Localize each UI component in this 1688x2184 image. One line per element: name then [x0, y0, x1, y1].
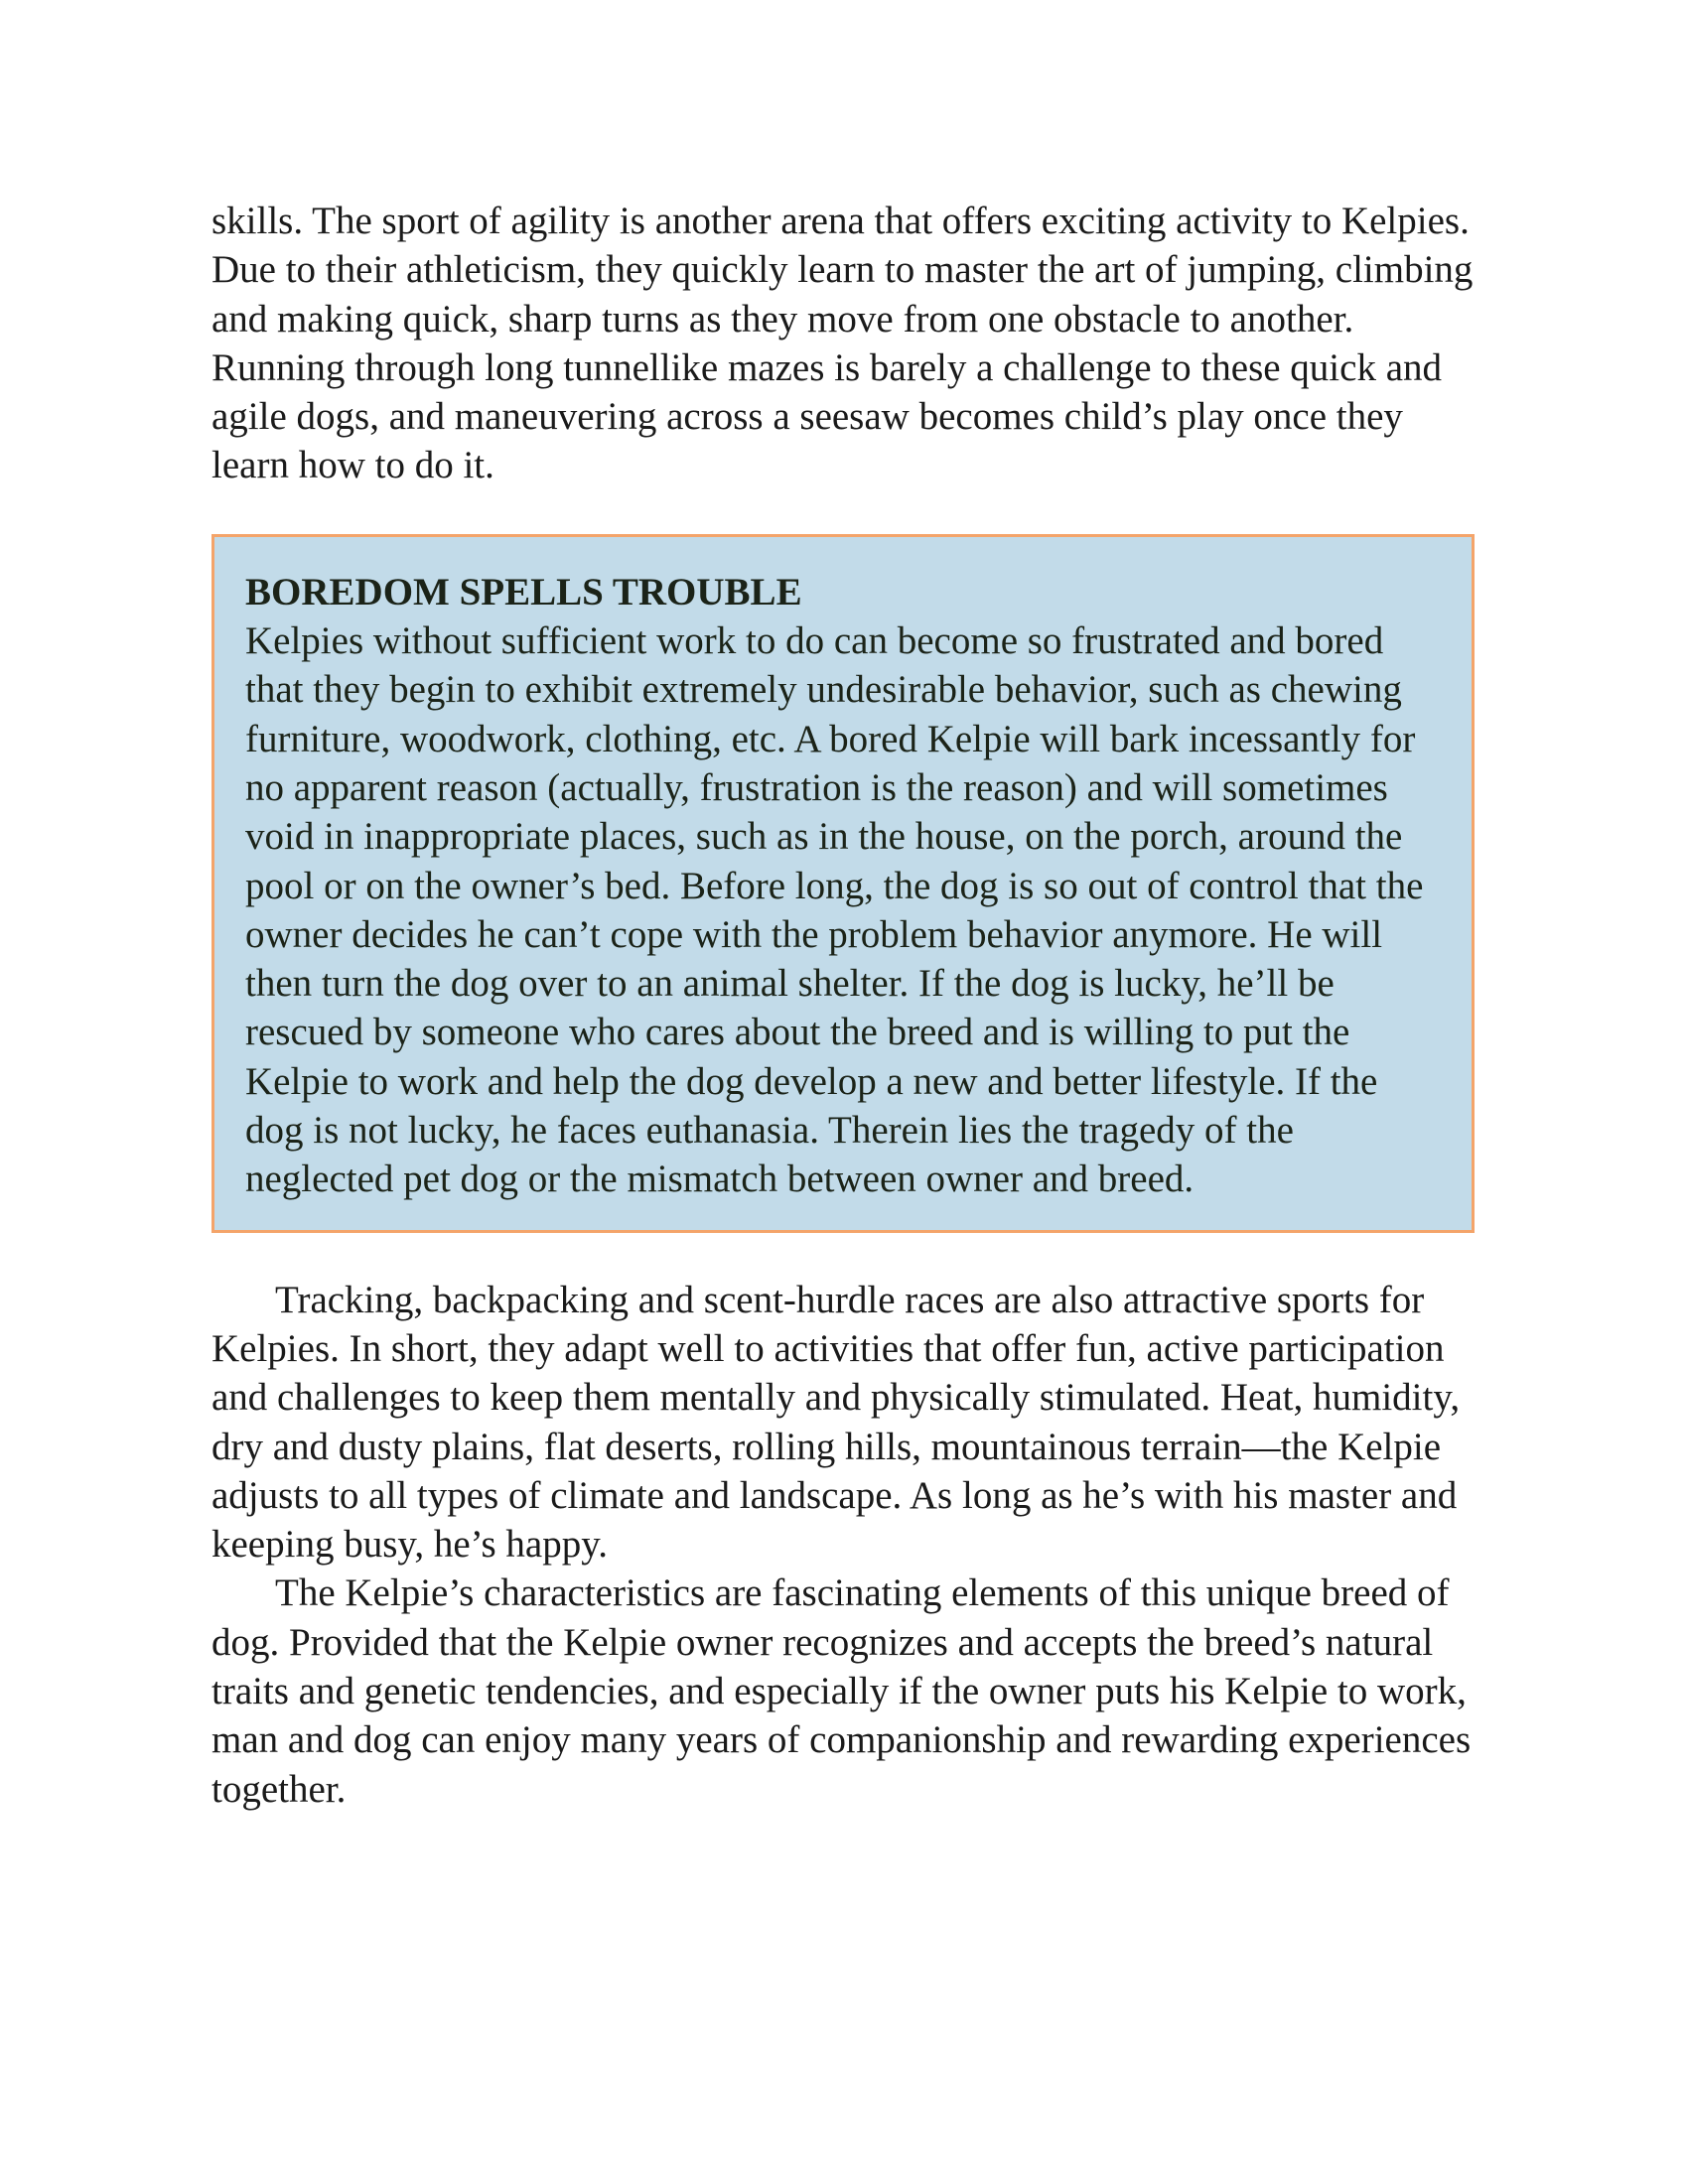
sidebar-box [211, 534, 1475, 1233]
intro-paragraph: skills. The sport of agility is another arena that offers exciting activity to Kelpies. Due to their athleticism, they quickly learn to master the art of jumping, climbing and making quick, sharp turns as they move from one obstacle to another. Running through long tunnellike mazes is barely a challenge to these quick and agile dogs, and maneuvering across a seesaw becomes child’s play once they learn how to do it. [211, 200, 1474, 487]
sidebar-body: Kelpies without sufficient work to do can become so frustrated and bored that they begin to exhibit extremely undesirable behavior, such as chewing furniture, woodwork, clothing, etc. A bored Kelpie will bark incessantly for no apparent reason (actually, frustration is the reason) and will sometimes void in inappropriate places, such as in the house, on the porch, around the pool or on the owner’s bed. Before long, the dog is so out of control that the owner decides he can’t cope with the problem behavior anymore. He will then turn the dog over to an animal shelter. If the dog is lucky, he’ll be rescued by someone who cares about the breed and is willing to put the Kelpie to work and help the dog develop a new and better lifestyle. If the dog is not lucky, he faces euthanasia. Therein lies the tragedy of the neglected pet dog or the mismatch between owner and breed. [245, 619, 1424, 1201]
sidebar-title: BOREDOM SPELLS TROUBLE [245, 570, 802, 614]
tracking-paragraph: Tracking, backpacking and scent-hurdle races are also attractive sports for Kelpies. In short, they adapt well to activities that offer fun, active participation and challenges to keep them mentally and physically stimulated. Heat, humidity, dry and dusty plains, flat deserts, rolling hills, mountainous terrain—the Kelpie adjusts to all types of climate and landscape. As long as he’s with his master and keeping busy, he’s happy. [211, 1278, 1461, 1567]
document-page [211, 197, 1477, 1814]
characteristics-paragraph: The Kelpie’s characteristics are fascinating elements of this unique breed of dog. Provided that the Kelpie owner recognizes and accepts the breed’s natural traits and genetic tendencies, and especially if the owner puts his Kelpie to work, man and dog can enjoy many years of companionship and rewarding experiences together. [211, 1571, 1472, 1811]
